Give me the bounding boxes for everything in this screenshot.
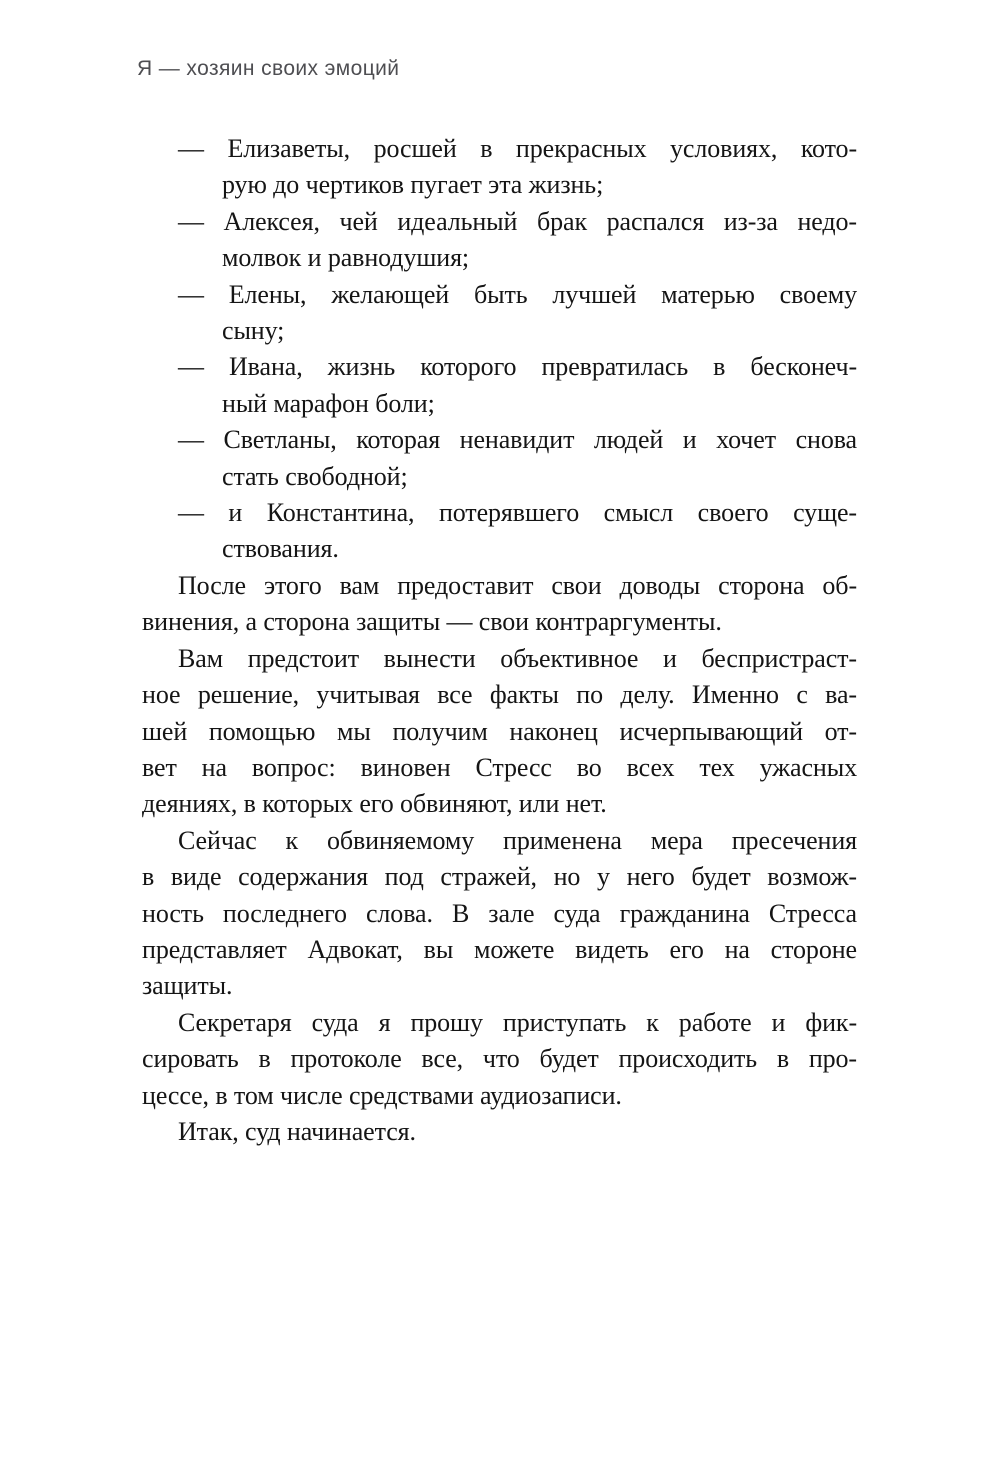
text-line: сировать в протоколе все, что будет происходить в про- <box>142 1044 857 1074</box>
list-item <box>142 495 857 568</box>
paragraph <box>142 823 857 1005</box>
text-line: шей помощью мы получим наконец исчерпывающий от- <box>142 716 857 746</box>
text-line: Секретаря суда я прошу приступать к работе и фик- <box>178 1007 857 1037</box>
text-line: рую до чертиков пугает эта жизнь; <box>222 170 604 200</box>
text-line: винения, а сторона защиты — свои контраргументы. <box>142 607 722 637</box>
text-line: — Елизаветы, росшей в прекрасных условиях, кото- <box>178 134 857 163</box>
text-line: — Ивана, жизнь которого превратилась в бесконеч- <box>178 352 857 382</box>
text-line: Сейчас к обвиняемому применена мера пресечения <box>178 825 857 855</box>
text-line: деяниях, в которых его обвиняют, или нет. <box>142 789 607 819</box>
list-item <box>142 204 857 277</box>
list-item <box>142 277 857 350</box>
text-line: Вам предстоит вынести объективное и беспристраст- <box>178 643 857 673</box>
list-item <box>142 131 857 204</box>
text-line: стать свободной; <box>222 461 408 491</box>
paragraph <box>142 1005 857 1114</box>
page-body-text <box>142 131 857 1150</box>
text-line: — и Константина, потерявшего смысл своего суще- <box>178 498 857 528</box>
text-line: — Елены, желающей быть лучшей матерью своему <box>178 279 857 309</box>
text-line: ность последнего слова. В зале суда гражданина Стресса <box>142 898 857 928</box>
text-line: сыну; <box>222 316 285 346</box>
list-item <box>142 349 857 422</box>
text-line: молвок и равнодушия; <box>222 243 470 273</box>
list-item <box>142 422 857 495</box>
text-line: вет на вопрос: виновен Стресс во всех тех ужасных <box>142 752 857 782</box>
text-line: — Алексея, чей идеальный брак распался из-за недо- <box>178 206 857 236</box>
text-line: ствования. <box>222 534 339 564</box>
paragraph <box>142 1114 857 1150</box>
paragraph <box>142 641 857 823</box>
text-line: Итак, суд начинается. <box>178 1116 416 1146</box>
text-line: представляет Адвокат, вы можете видеть его на стороне <box>142 934 857 964</box>
text-line: ный марафон боли; <box>222 388 435 418</box>
text-line: ное решение, учитывая все факты по делу. Именно с ва- <box>142 680 857 710</box>
text-line: защиты. <box>142 971 233 1001</box>
text-line: — Светланы, которая ненавидит людей и хочет снова <box>178 425 857 455</box>
text-line: После этого вам предоставит свои доводы сторона об- <box>178 570 857 600</box>
text-line: в виде содержания под стражей, но у него будет возмож- <box>142 862 857 892</box>
text-line: цессе, в том числе средствами аудиозаписи. <box>142 1080 622 1110</box>
paragraph <box>142 568 857 641</box>
running-header: Я — хозяин своих эмоций <box>137 57 400 80</box>
